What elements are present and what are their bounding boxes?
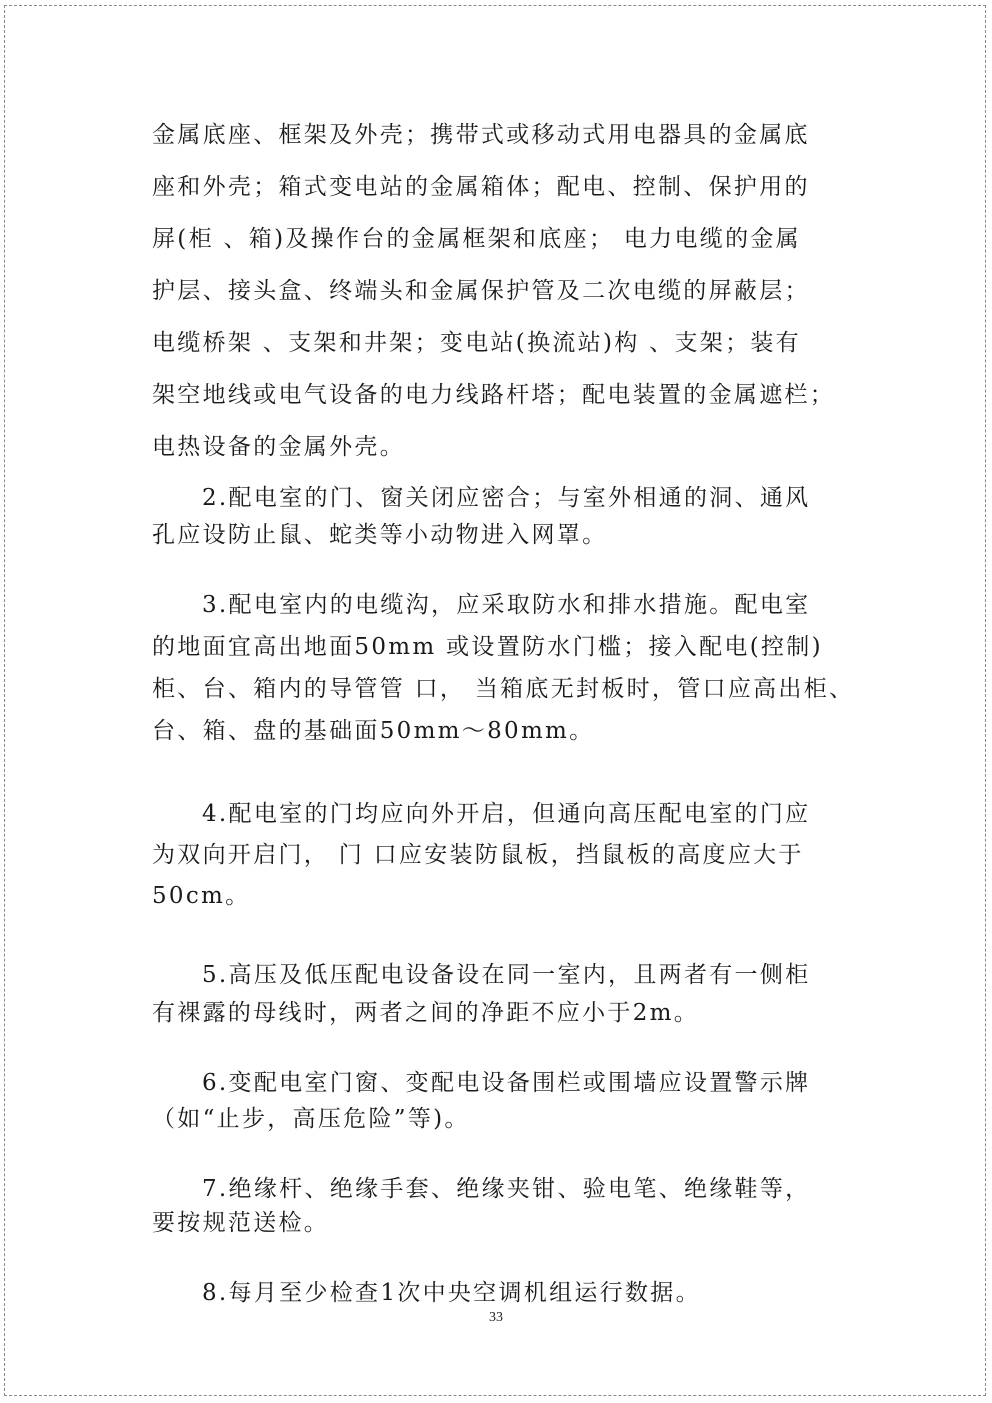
paragraph-line: 4.配电室的门均应向外开启，但通向高压配电室的门应 [202,801,811,827]
paragraph-line: 台、箱、盘的基础面50mm～80mm。 [152,718,595,744]
paragraph-3 [152,590,855,746]
paragraph-line: 3.配电室内的电缆沟，应采取防水和排水措施。配电室 [202,592,811,618]
paragraph-line: 电热设备的金属外壳。 [152,434,405,460]
paragraph-line: 2.配电室的门、窗关闭应密合；与室外相通的洞、通风 [202,485,811,511]
paragraph-line: 要按规范送检。 [152,1210,330,1236]
paragraph-line: （如“止步，高压危险”等)。 [152,1106,470,1132]
paragraph-2 [152,483,842,550]
paragraph-4 [152,799,842,911]
paragraph-line: 护层、接头盒、终端头和金属保护管及二次电缆的屏蔽层； [152,278,810,304]
paragraph-line: 孔应设防止鼠、蛇类等小动物进入网罩。 [152,522,608,548]
paragraph-line: 柜、台、箱内的导管管 口， 当箱底无封板时，管口应高出柜、 [152,676,855,702]
paragraph-5 [152,960,842,1028]
paragraph-8 [152,1278,842,1308]
paragraph-line: 金属底座、框架及外壳；携带式或移动式用电器具的金属底 [152,122,810,148]
paragraph-1 [152,120,842,462]
paragraph-line: 的地面宜高出地面50mm 或设置防水门槛；接入配电(控制) [152,634,823,660]
paragraph-line: 屏(柜 、箱)及操作台的金属框架和底座； 电力电缆的金属 [152,226,801,252]
paragraph-line: 6.变配电室门窗、变配电设备围栏或围墙应设置警示牌 [202,1070,811,1096]
paragraph-line: 50cm。 [152,883,251,909]
paragraph-line: 8.每月至少检查1次中央空调机组运行数据。 [202,1280,701,1306]
paragraph-line: 架空地线或电气设备的电力线路杆塔；配电装置的金属遮栏； [152,382,836,408]
paragraph-7 [152,1174,842,1238]
paragraph-6 [152,1068,842,1134]
page-number: 33 [489,1310,503,1325]
paragraph-line: 5.高压及低压配电设备设在同一室内，且两者有一侧柜 [202,962,811,988]
paragraph-line: 7.绝缘杆、绝缘手套、绝缘夹钳、验电笔、绝缘鞋等， [202,1176,811,1202]
paragraph-line: 为双向开启门， 门 口应安装防鼠板，挡鼠板的高度应大于 [152,842,804,868]
paragraph-line: 座和外壳；箱式变电站的金属箱体；配电、控制、保护用的 [152,174,810,200]
paragraph-line: 电缆桥架 、支架和井架；变电站(换流站)构 、支架；装有 [152,330,801,356]
paragraph-line: 有裸露的母线时，两者之间的净距不应小于2m。 [152,1000,700,1026]
